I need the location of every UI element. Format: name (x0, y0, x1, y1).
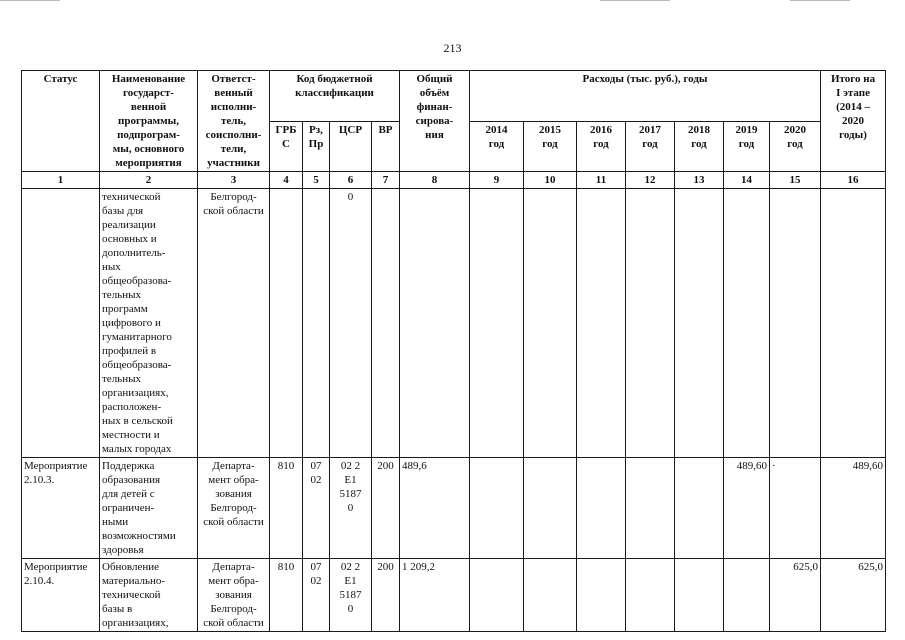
row-2019: 489,60 (724, 458, 770, 559)
row-responsible (198, 189, 270, 458)
header-rzpr (303, 121, 330, 172)
cell-line: подпрограм- (117, 129, 180, 141)
cell-line: для детей с (102, 488, 155, 500)
row-2019 (724, 559, 770, 632)
cell-line: 02 2 (340, 460, 361, 472)
row-2016 (577, 189, 626, 458)
cell-line: 07 (310, 460, 322, 472)
row-vr (372, 189, 400, 458)
cell-line: Ответст- (211, 73, 256, 85)
cell-line: ГРБ (275, 123, 297, 136)
cell-line: базы в (102, 603, 133, 615)
cell-line: 0 (347, 502, 354, 514)
row-total (400, 189, 470, 458)
header-year-2016 (577, 121, 626, 172)
header-year-2019 (724, 121, 770, 172)
row-2016 (577, 458, 626, 559)
header-total-funding (400, 71, 470, 172)
row-2018 (675, 189, 724, 458)
cell-line: 2020 (842, 115, 865, 127)
cell-line: реализации (102, 219, 156, 231)
row-total: 1 209,2 (400, 559, 470, 632)
cell-line: 0 (347, 191, 354, 203)
row-2019 (724, 189, 770, 458)
cell-line: Рз, (309, 123, 323, 136)
year-number: 2019 (735, 123, 758, 136)
year-number: 2015 (539, 123, 561, 136)
cell-line: I этапе (836, 87, 870, 99)
cell-line: Общий (416, 73, 453, 85)
year-number: 2020 (784, 123, 807, 136)
cell-line: венной (130, 101, 167, 113)
year-label: год (787, 137, 803, 150)
row-csr (330, 189, 372, 458)
column-number: 7 (372, 172, 400, 189)
row-stage-total (821, 189, 886, 458)
column-number: 8 (400, 172, 470, 189)
cell-line: тельных (102, 373, 141, 385)
row-stage-total: 489,60 (821, 458, 886, 559)
cell-line: 5187 (339, 589, 362, 601)
cell-line: венный (214, 87, 253, 99)
header-row (22, 71, 886, 122)
cell-line: 2.10.4. (24, 575, 55, 587)
row-name (100, 458, 198, 559)
cell-line: 2.10.3. (24, 474, 55, 486)
row-status (22, 559, 100, 632)
row-rzpr (303, 559, 330, 632)
header-budget-code: Код бюджетной классификации (270, 71, 400, 122)
cell-line: мы, основного (112, 143, 185, 155)
cell-line: Департа- (212, 460, 255, 472)
cell-line: E1 (344, 575, 357, 587)
column-number: 4 (270, 172, 303, 189)
column-number: 14 (724, 172, 770, 189)
column-number: 15 (770, 172, 821, 189)
column-number: 5 (303, 172, 330, 189)
row-rzpr (303, 458, 330, 559)
cell-line: возможностями (102, 530, 176, 542)
cell-line: расположен- (102, 401, 162, 413)
cell-line: ных (102, 261, 121, 273)
row-2015 (524, 458, 577, 559)
cell-line: общеобразова- (102, 275, 172, 287)
cell-line: мероприятия (115, 157, 182, 169)
row-2016 (577, 559, 626, 632)
scan-edge-line (600, 0, 670, 1)
cell-line: малых городах (102, 443, 172, 455)
header-program-name (100, 71, 198, 172)
cell-line: гуманитарного (102, 331, 172, 343)
cell-line: Департа- (212, 561, 255, 573)
cell-line: ской области (203, 205, 264, 217)
table-row (22, 189, 886, 458)
cell-line: Наименование (111, 73, 186, 85)
row-2017 (626, 189, 675, 458)
row-2020 (770, 189, 821, 458)
row-2018 (675, 458, 724, 559)
cell-line: 02 2 (340, 561, 361, 573)
cell-line: зования (215, 589, 252, 601)
row-rzpr (303, 189, 330, 458)
cell-line: Обновление (102, 561, 160, 573)
row-2015 (524, 189, 577, 458)
cell-line: дополнитель- (102, 247, 166, 259)
cell-line: профилей в (102, 345, 157, 357)
column-number: 12 (626, 172, 675, 189)
cell-line: образования (102, 474, 161, 486)
cell-line: 0 (347, 603, 354, 615)
cell-line: ограничен- (102, 502, 155, 514)
header-stage-total (821, 71, 886, 172)
cell-line: программы, (118, 115, 179, 127)
header-year-2015 (524, 121, 577, 172)
year-label: год (593, 137, 609, 150)
row-vr: 200 (372, 458, 400, 559)
cell-line: зования (215, 488, 252, 500)
row-2014 (470, 189, 524, 458)
cell-line: (2014 – (836, 101, 870, 113)
row-2020: 625,0 (770, 559, 821, 632)
row-stage-total: 625,0 (821, 559, 886, 632)
table-row (22, 559, 886, 632)
cell-line: ской области (203, 516, 264, 528)
row-2017 (626, 559, 675, 632)
column-number: 11 (577, 172, 626, 189)
cell-line: Итого на (830, 73, 876, 85)
cell-line: общеобразова- (102, 359, 172, 371)
row-2015 (524, 559, 577, 632)
row-2020: · (770, 458, 821, 559)
row-status (22, 458, 100, 559)
row-name (100, 559, 198, 632)
row-responsible (198, 458, 270, 559)
cell-line: финан- (416, 101, 453, 113)
cell-line: материально- (102, 575, 166, 587)
cell-line: годы) (839, 129, 867, 141)
cell-line: тельных (102, 289, 141, 301)
header-vr: ВР (372, 121, 400, 172)
cell-line: технической (102, 191, 161, 203)
row-csr (330, 559, 372, 632)
year-number: 2018 (688, 123, 710, 136)
row-responsible (198, 559, 270, 632)
cell-line: мент обра- (208, 575, 259, 587)
row-csr (330, 458, 372, 559)
row-total: 489,6 (400, 458, 470, 559)
cell-line: 02 (310, 575, 322, 587)
cell-line: основных и (102, 233, 157, 245)
scan-edge-line (790, 0, 850, 1)
row-2017 (626, 458, 675, 559)
column-number: 6 (330, 172, 372, 189)
cell-line: тели, (220, 143, 247, 155)
cell-line: местности и (102, 429, 160, 441)
cell-line: тель, (220, 115, 247, 127)
year-label: год (542, 137, 558, 150)
cell-line: участники (207, 157, 260, 169)
cell-line: программ (102, 303, 148, 315)
scan-edge-line (0, 0, 60, 1)
cell-line: ных в сельской (102, 415, 173, 427)
year-label: год (488, 137, 505, 150)
cell-line: Мероприятие (24, 561, 88, 573)
row-2018 (675, 559, 724, 632)
year-label: год (642, 137, 658, 150)
year-number: 2014 (485, 123, 508, 136)
year-label: год (691, 137, 707, 150)
column-number: 2 (100, 172, 198, 189)
row-2014 (470, 559, 524, 632)
cell-line: Поддержка (102, 460, 155, 472)
header-status: Статус (22, 71, 100, 172)
row-status (22, 189, 100, 458)
cell-line: организациях, (102, 617, 169, 629)
cell-line: базы для (102, 205, 144, 217)
column-number: 9 (470, 172, 524, 189)
row-name (100, 189, 198, 458)
cell-line: объём (419, 87, 450, 99)
column-number-row (22, 172, 886, 189)
row-grbs: 810 (270, 458, 303, 559)
row-2014 (470, 458, 524, 559)
year-number: 2016 (590, 123, 612, 136)
header-grbs (270, 121, 303, 172)
cell-line: Белгород- (210, 191, 257, 203)
cell-line: 02 (310, 474, 322, 486)
cell-line: сирова- (415, 115, 454, 127)
cell-line: технической (102, 589, 161, 601)
header-responsible (198, 71, 270, 172)
column-number: 10 (524, 172, 577, 189)
cell-line: ными (102, 516, 129, 528)
cell-line: С (282, 137, 290, 150)
cell-line: E1 (344, 474, 357, 486)
column-number: 13 (675, 172, 724, 189)
cell-line: Белгород- (210, 502, 257, 514)
table-row (22, 458, 886, 559)
header-year-2017 (626, 121, 675, 172)
header-csr: ЦСР (330, 121, 372, 172)
year-number: 2017 (639, 123, 661, 136)
cell-line: организациях, (102, 387, 169, 399)
year-label: год (738, 137, 755, 150)
column-number: 3 (198, 172, 270, 189)
row-vr: 200 (372, 559, 400, 632)
cell-line: ской области (203, 617, 264, 629)
cell-line: соисполни- (205, 129, 262, 141)
header-year-2014 (470, 121, 524, 172)
budget-table (21, 70, 886, 632)
cell-line: Мероприятие (24, 460, 88, 472)
cell-line: 07 (310, 561, 322, 573)
column-number: 1 (22, 172, 100, 189)
column-number: 16 (821, 172, 886, 189)
row-grbs: 810 (270, 559, 303, 632)
cell-line: Пр (308, 137, 324, 150)
cell-line: исполни- (210, 101, 257, 113)
row-grbs (270, 189, 303, 458)
cell-line: ния (425, 129, 444, 141)
page-number: 213 (443, 41, 462, 55)
cell-line: здоровья (102, 544, 144, 556)
cell-line: Белгород- (210, 603, 257, 615)
cell-line: 5187 (339, 488, 362, 500)
cell-line: цифрового и (102, 317, 161, 329)
header-year-2020 (770, 121, 821, 172)
cell-line: государст- (123, 87, 174, 99)
header-expenses: Расходы (тыс. руб.), годы (470, 71, 821, 122)
cell-line: мент обра- (208, 474, 259, 486)
header-year-2018 (675, 121, 724, 172)
